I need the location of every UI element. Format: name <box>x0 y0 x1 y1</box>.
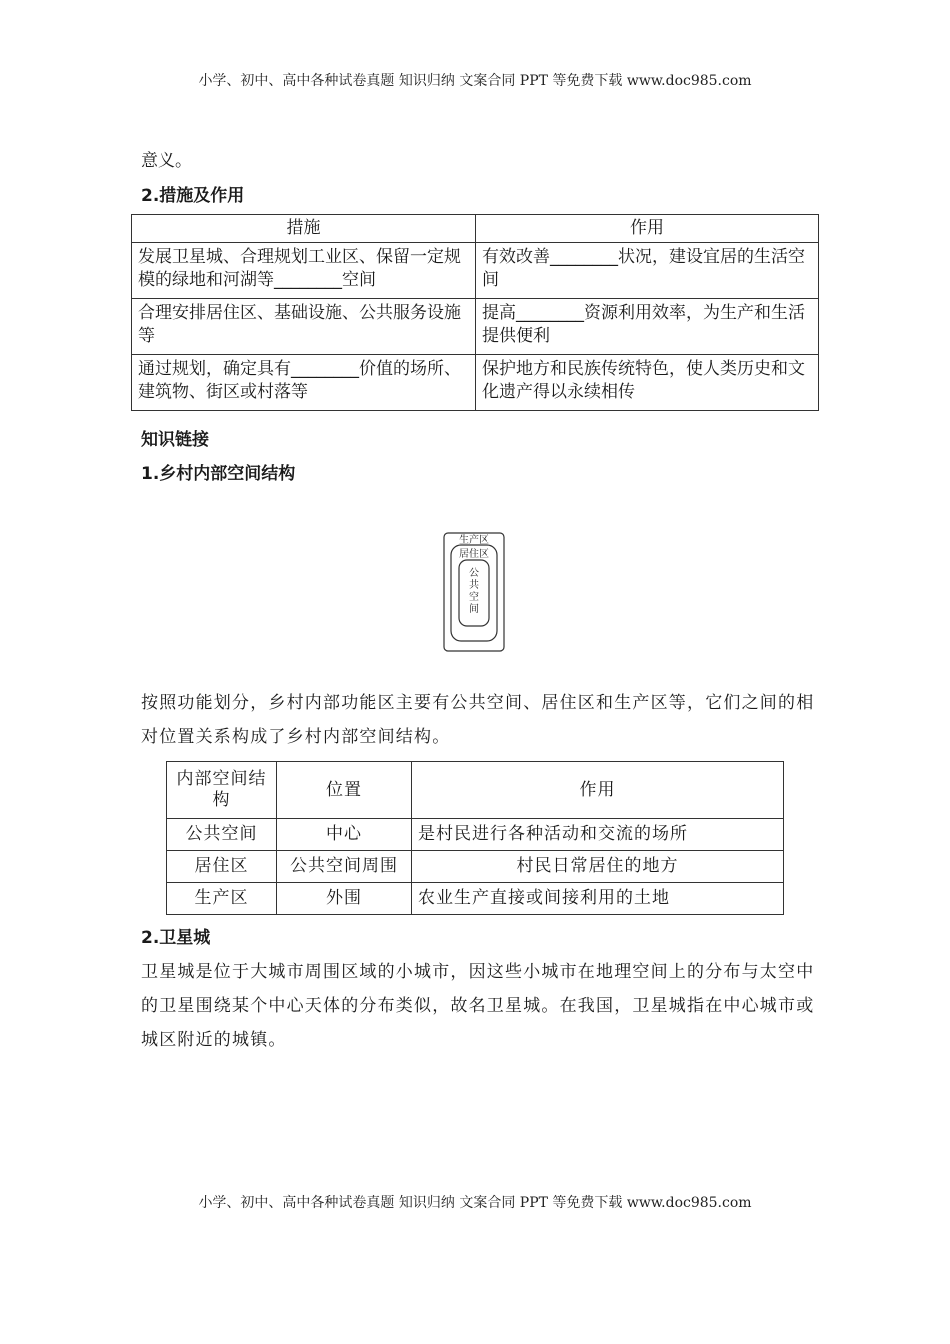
table-header-row <box>132 215 819 243</box>
link-1-title: 1.乡村内部空间结构 <box>141 464 296 484</box>
public-space-label-char: 共 <box>469 580 479 591</box>
production-zone-label: 生产区 <box>459 535 489 546</box>
table-row <box>132 299 819 355</box>
structure-cell: 生产区 <box>167 883 277 915</box>
page-footer: 小学、初中、高中各种试卷真题 知识归纳 文案合同 PPT 等免费下载 www.doc985.com <box>198 1195 752 1211</box>
table-header-row <box>167 762 784 819</box>
function-cell: 农业生产直接或间接利用的土地 <box>412 883 784 915</box>
structure-cell: 公共空间 <box>167 819 277 851</box>
header-cell-function: 作用 <box>412 762 784 819</box>
position-cell: 外围 <box>277 883 412 915</box>
measure-cell: 发展卫星城、合理规划工业区、保留一定规模的绿地和河湖等________空间 <box>132 243 476 299</box>
measures-table <box>131 214 819 411</box>
section-2-title: 2.措施及作用 <box>141 186 245 206</box>
function-cell: 是村民进行各种活动和交流的场所 <box>412 819 784 851</box>
structure-cell: 居住区 <box>167 851 277 883</box>
link-1-paragraph: 按照功能划分，乡村内部功能区主要有公共空间、居住区和生产区等，它们之间的相对位置关系构成了乡村内部空间结构。 <box>141 693 815 747</box>
public-space-label-char: 空 <box>469 592 479 603</box>
header-cell-effect: 作用 <box>476 215 819 243</box>
table-row <box>167 819 784 851</box>
page-header: 小学、初中、高中各种试卷真题 知识归纳 文案合同 PPT 等免费下载 www.doc985.com <box>198 73 752 89</box>
intro-line: 意义。 <box>141 151 192 171</box>
measure-cell: 通过规划，确定具有________价值的场所、建筑物、街区或村落等 <box>132 355 476 411</box>
measure-cell: 合理安排居住区、基础设施、公共服务设施等 <box>132 299 476 355</box>
spatial-structure-table <box>166 761 784 915</box>
table-row <box>132 243 819 299</box>
link-2-paragraph: 卫星城是位于大城市周围区域的小城市，因这些小城市在地理空间上的分布与太空中的卫星围绕某个中心天体的分布类似，故名卫星城。在我国，卫星城指在中心城市或城区附近的城镇。 <box>141 962 815 1050</box>
link-2-title: 2.卫星城 <box>141 928 211 948</box>
residential-zone-label: 居住区 <box>459 549 489 560</box>
table-row <box>167 851 784 883</box>
public-space-label-char: 公 <box>469 568 479 579</box>
effect-cell: 保护地方和民族传统特色，使人类历史和文化遗产得以永续相传 <box>476 355 819 411</box>
header-cell-position: 位置 <box>277 762 412 819</box>
header-cell-measure: 措施 <box>132 215 476 243</box>
effect-cell: 提高________资源利用效率，为生产和生活提供便利 <box>476 299 819 355</box>
public-space-label <box>469 568 479 615</box>
function-cell: 村民日常居住的地方 <box>412 851 784 883</box>
table-row <box>167 883 784 915</box>
village-structure-diagram <box>443 532 505 652</box>
effect-cell: 有效改善________状况，建设宜居的生活空间 <box>476 243 819 299</box>
table-row <box>132 355 819 411</box>
knowledge-link-title: 知识链接 <box>141 430 209 450</box>
header-cell-structure: 内部空间结构 <box>167 762 277 819</box>
public-space-label-char: 间 <box>469 604 479 615</box>
position-cell: 公共空间周围 <box>277 851 412 883</box>
position-cell: 中心 <box>277 819 412 851</box>
